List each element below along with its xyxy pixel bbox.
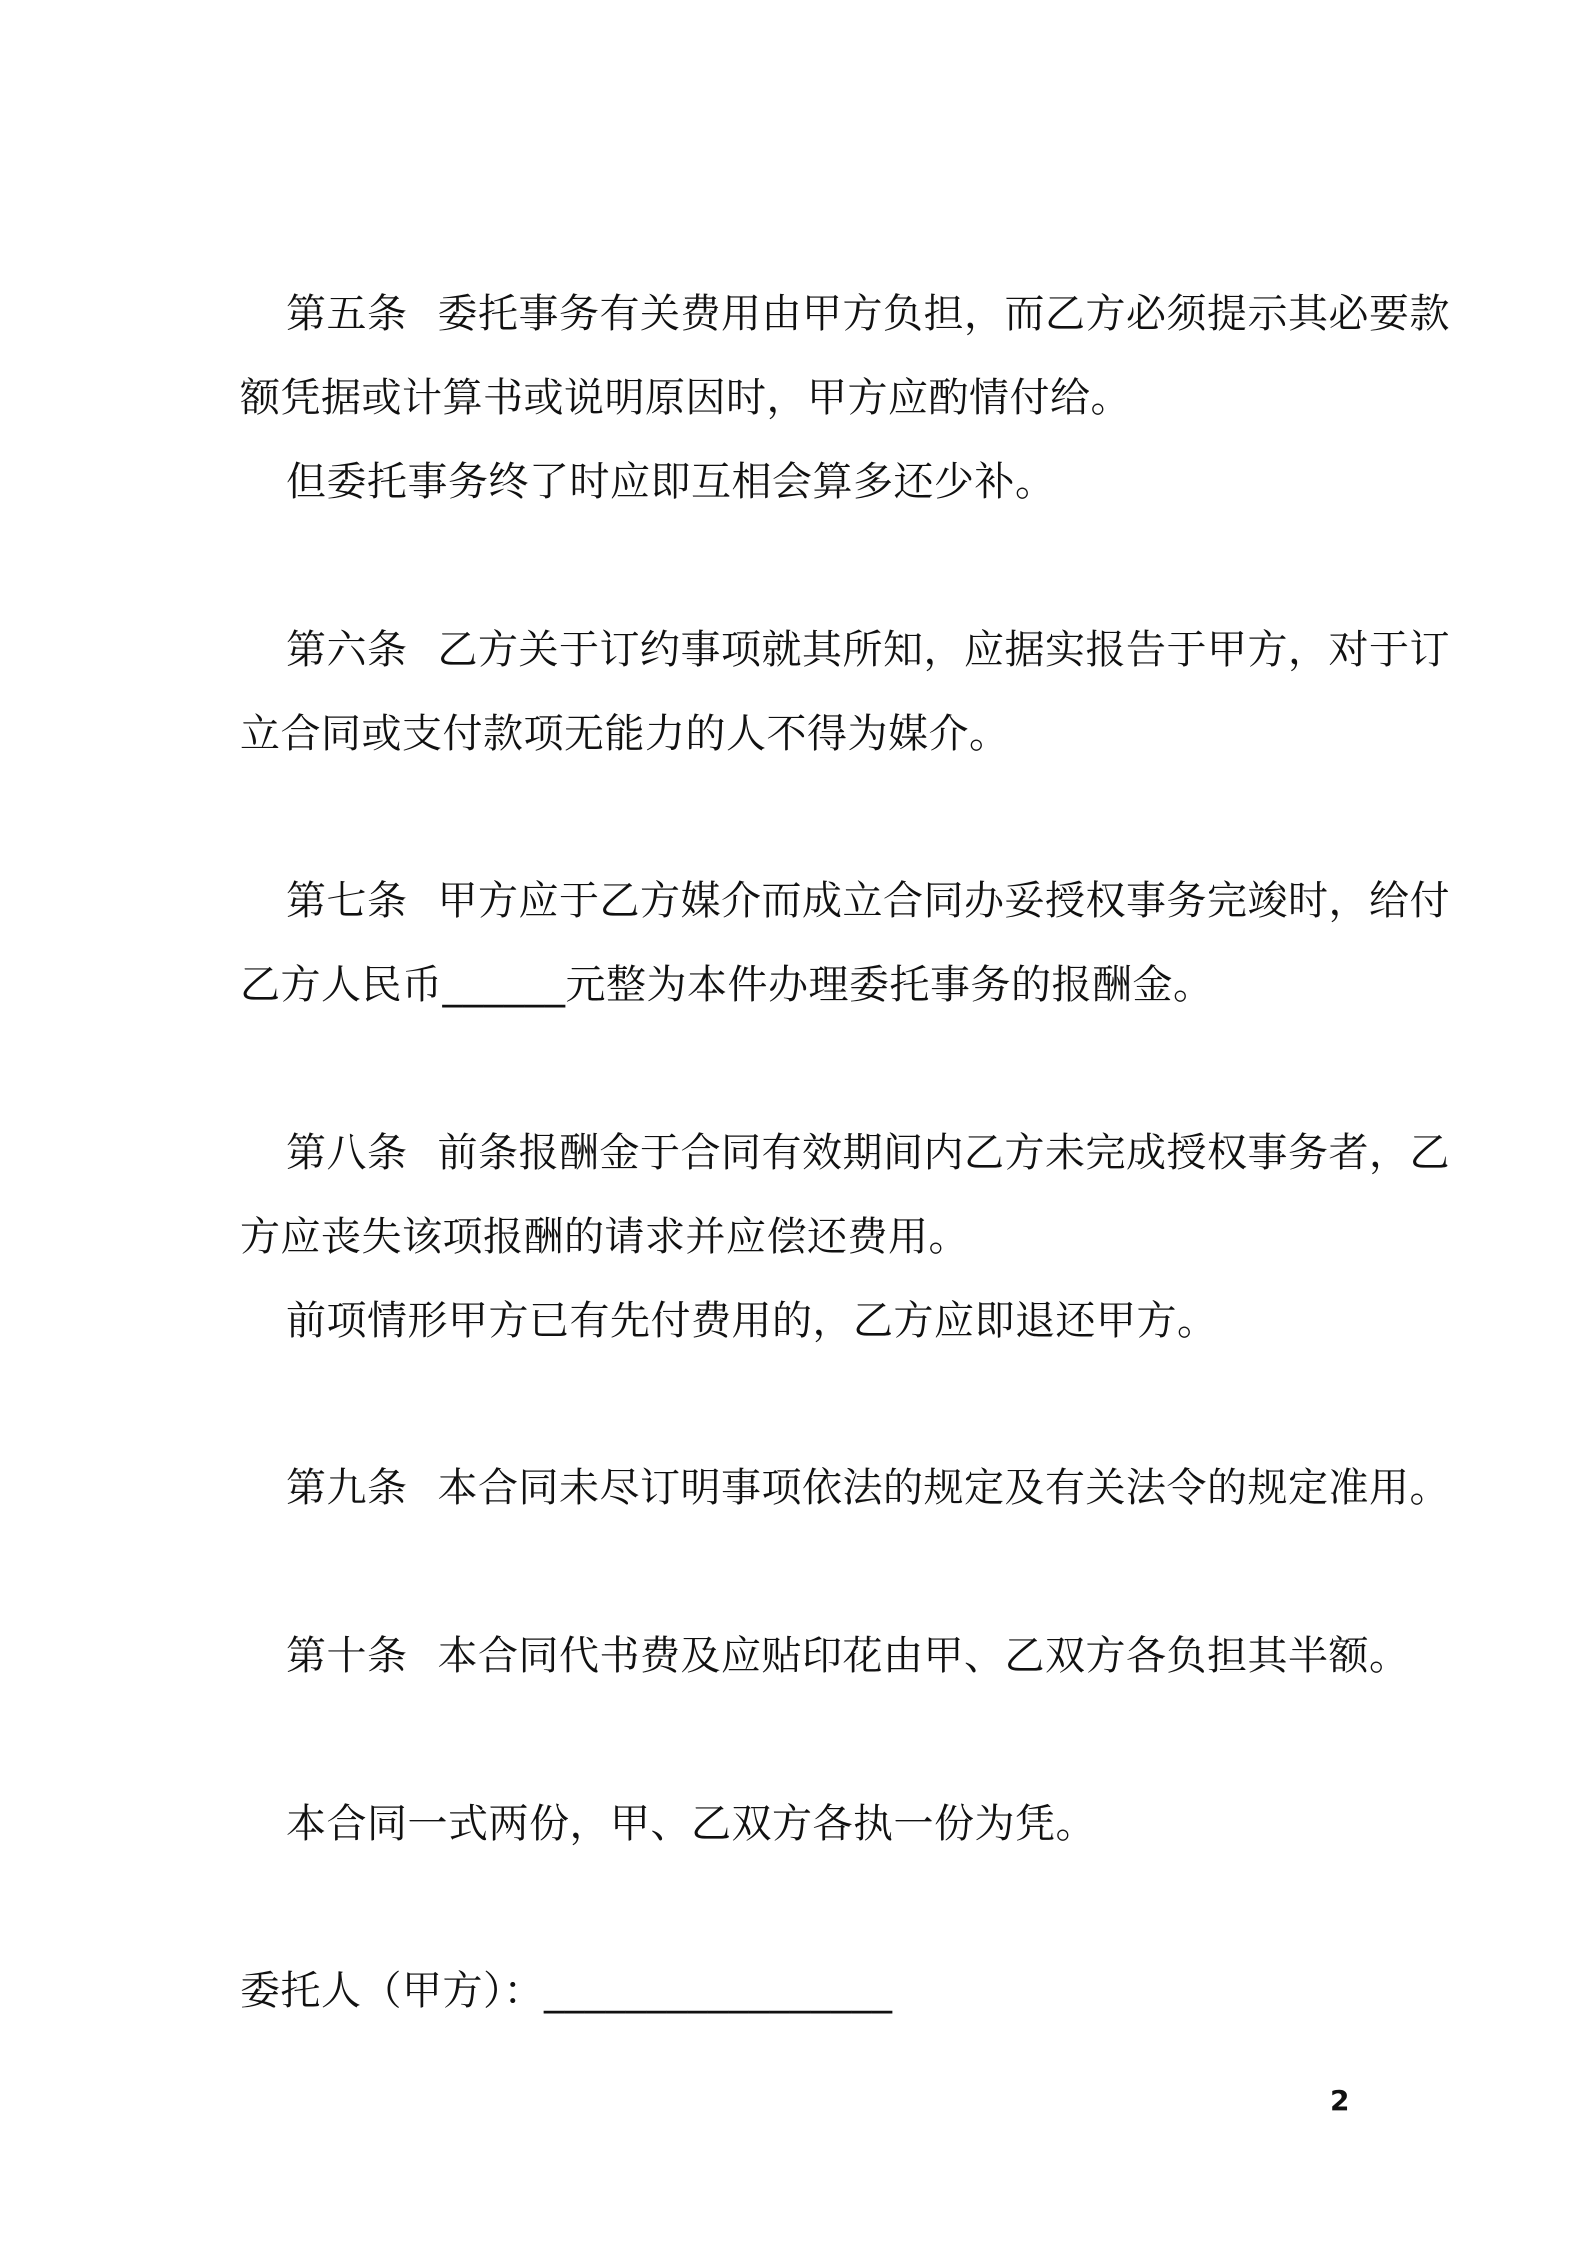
article-5-line-2: 额凭据或计算书或说明原因时，甲方应酌情付给。 — [240, 375, 1131, 421]
article-8-line-3: 前项情形甲方已有先付费用的，乙方应即退还甲方。 — [286, 1298, 1218, 1344]
article-6-text-1: 乙方关于订约事项就其所知，应据实报告于甲方，对于订 — [437, 627, 1450, 673]
article-7-line-2: 乙方人民币______元整为本件办理委托事务的报酬金。 — [240, 962, 1214, 1008]
article-5-text-1: 委托事务有关费用由甲方负担，而乙方必须提示其必要款 — [437, 291, 1450, 337]
article-7-line-1 — [286, 877, 1450, 925]
article-6-line-1 — [286, 626, 1450, 674]
article-9-text-1: 本合同未尽订明事项依法的规定及有关法令的规定准用。 — [437, 1465, 1450, 1511]
article-8-line-2: 方应丧失该项报酬的请求并应偿还费用。 — [240, 1214, 969, 1260]
article-7-text-1: 甲方应于乙方媒介而成立合同办妥授权事务完竣时，给付 — [437, 878, 1450, 924]
article-10-label: 第十条 — [286, 1633, 408, 1679]
article-7-label: 第七条 — [286, 878, 408, 924]
article-8-line-1 — [286, 1129, 1450, 1177]
article-10-text-1: 本合同代书费及应贴印花由甲、乙双方各负担其半额。 — [437, 1633, 1410, 1679]
article-5-line-1 — [286, 290, 1450, 338]
article-10-line-1 — [286, 1632, 1410, 1680]
article-8-label: 第八条 — [286, 1130, 408, 1176]
article-6-label: 第六条 — [286, 627, 408, 673]
principal-signature-line: 委托人（甲方）：_________________ — [240, 1968, 893, 2014]
article-8-text-1: 前条报酬金于合同有效期间内乙方未完成授权事务者，乙 — [437, 1130, 1450, 1176]
page-number: 2 — [1330, 2084, 1350, 2117]
closing-statement: 本合同一式两份，甲、乙双方各执一份为凭。 — [286, 1801, 1096, 1847]
article-9-line-1 — [286, 1464, 1450, 1512]
article-5-line-3: 但委托事务终了时应即互相会算多还少补。 — [286, 459, 1056, 505]
article-6-line-2: 立合同或支付款项无能力的人不得为媒介。 — [240, 711, 1010, 757]
article-9-label: 第九条 — [286, 1465, 408, 1511]
article-5-label: 第五条 — [286, 291, 408, 337]
